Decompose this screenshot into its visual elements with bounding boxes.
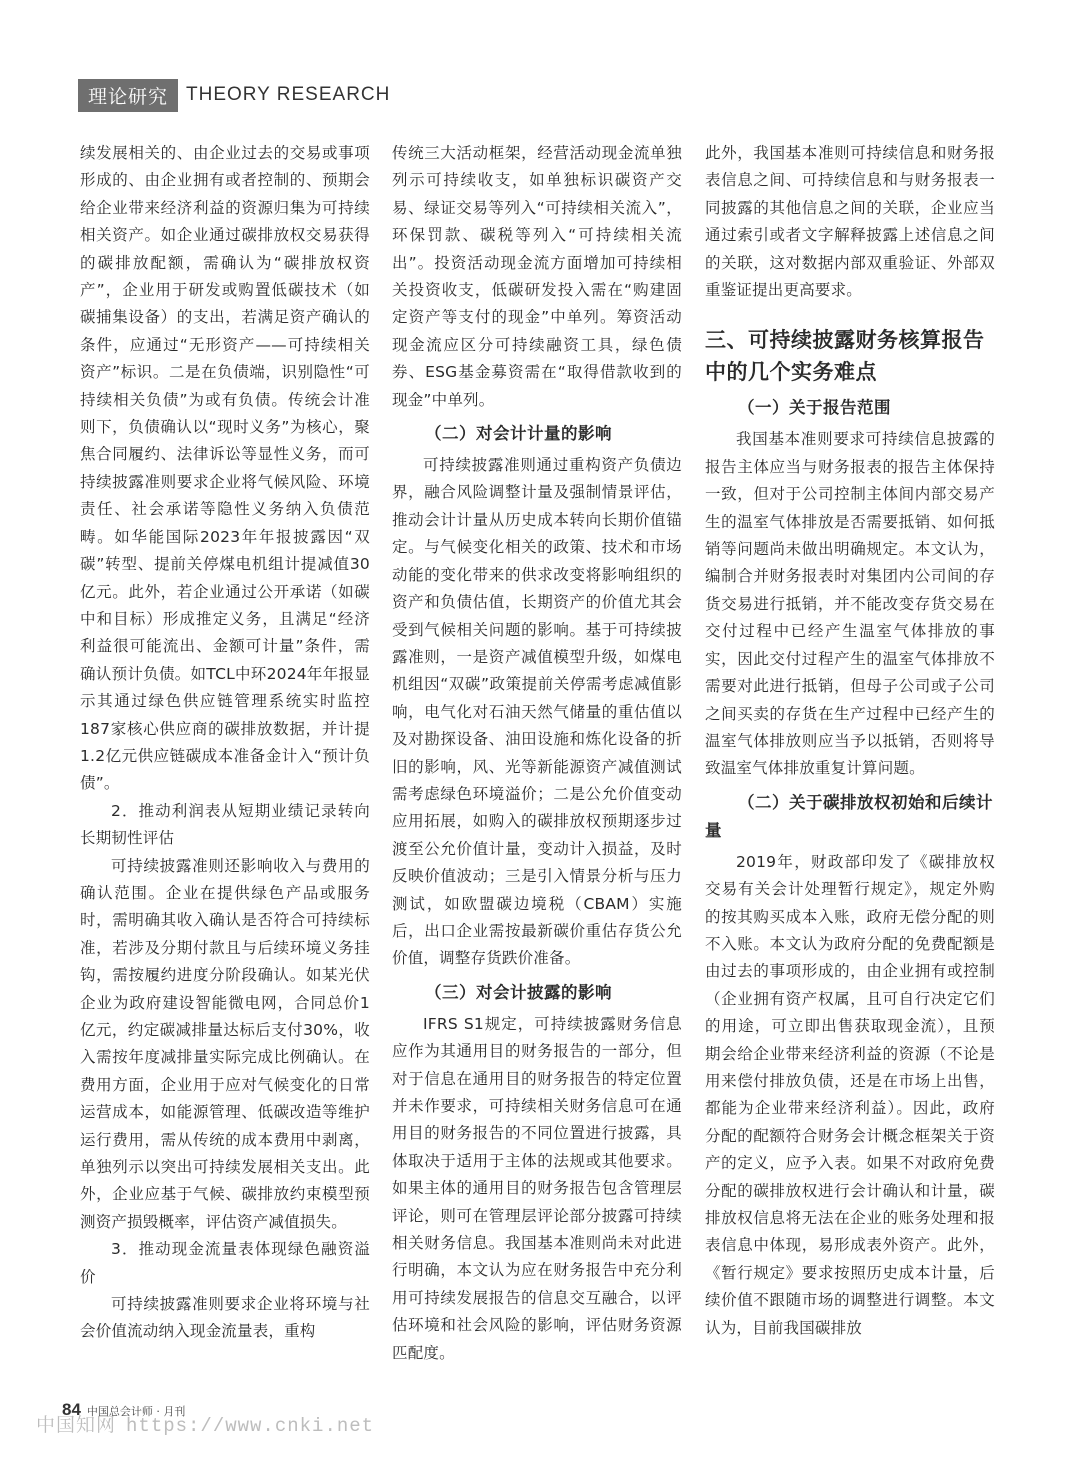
body-paragraph: 传统三大活动框架，经营活动现金流单独列示可持续收支，如单独标识碳资产交易、绿证交易等列入“可持续相关流入”，环保罚款、碳税等列入“可持续相关流出”。投资活动现金流方面增加可持续相关投资收支，低碳研发投入需在“购建固定资产等支付的现金”中单列。筹资活动现金流应区分可持续融资工具，绿色债券、ESG基金募资需在“取得借款收到的现金”中单列。 (392, 144, 682, 409)
subsection-heading: （二）对会计计量的影响 (425, 424, 612, 444)
body-paragraph: 续发展相关的、由企业过去的交易或事项形成的、由企业拥有或者控制的、预期会给企业带来经济利益的资源归集为可持续相关资产。如企业通过碳排放权交易获得的碳排放配额，需确认为“碳排放权资产”，企业用于研发或购置低碳技术（如碳捕集设备）的支出，若满足资产确认的条件，应通过“无形资产——可持续相关资产”标识。二是在负债端，识别隐性“可持续相关负债”为或有负债。传统会计准则下，负债确认以“现时义务”为核心，聚焦合同履约、法律诉讼等显性义务，而可持续披露准则要求企业将气候风险、环境责任、社会承诺等隐性义务纳入负债范畴。如华能国际2023年年报披露因“双碳”转型、提前关停煤电机组计提减值30亿元。此外，若企业通过公开承诺（如碳中和目标）形成推定义务，且满足“经济利益很可能流出、金额可计量”条件，需确认预计负债。如TCL中环2024年年报显示其通过绿色供应链管理系统实时监控187家核心供应商的碳排放数据，并计提1.2亿元供应链碳成本准备金计入“预计负债”。 (80, 144, 370, 793)
body-paragraph: 此外，我国基本准则可持续信息和财务报表信息之间、可持续信息和与财务报表一同披露的其他信息之间的关联，企业应当通过索引或者文字解释披露上述信息之间的关联，这对数据内部双重验证、外部双重鉴证提出更高要求。 (705, 144, 995, 300)
watermark-text: 中国知网 (36, 1414, 117, 1436)
subsection-heading: （二）关于碳排放权初始和后续计量 (705, 792, 993, 840)
section-tag-cn: 理论研究 (78, 79, 178, 112)
section-tag-en: THEORY RESEARCH (186, 84, 391, 105)
text-column-3 (705, 140, 995, 1370)
text-column-1 (80, 140, 370, 1370)
body-paragraph: 2019年，财政部印发了《碳排放权交易有关会计处理暂行规定》，规定外购的按其购买成本入账，政府无偿分配的则不入账。本文认为政府分配的免费配额是由过去的事项形成的，由企业拥有或控制（企业拥有资产权属，且可自行决定它们的用途，可立即出售获取现金流），且预期会给企业带来经济利益的资源（不论是用来偿付排放负债，还是在市场上出售，都能为企业带来经济利益）。因此，政府分配的配额符合财务会计概念框架关于资产的定义，应予入表。如果不对政府免费分配的碳排放权进行会计确认和计量，碳排放权信息将无法在企业的账务处理和报表信息中体现，易形成表外资产。此外，《暂行规定》要求按照历史成本计量，后续价值不跟随市场的调整进行调整。本文认为，目前我国碳排放 (705, 852, 995, 1337)
body-paragraph: 3．推动现金流量表体现绿色融资溢价 (80, 1240, 370, 1286)
section-heading: 三、可持续披露财务核算报告中的几个实务难点 (705, 328, 985, 385)
section-header (78, 80, 390, 110)
subsection-heading: （一）关于报告范围 (738, 398, 891, 418)
body-paragraph: 可持续披露准则要求企业将环境与社会价值流动纳入现金流量表，重构 (80, 1295, 370, 1341)
journal-name: 中国总会计师 · 月刊 (86, 1405, 186, 1418)
body-paragraph: 2．推动利润表从短期业绩记录转向长期韧性评估 (80, 801, 370, 848)
page-number: 84 (62, 1400, 81, 1419)
watermark-url: https://www.cnki.net (126, 1415, 375, 1437)
subsection-heading: （三）对会计披露的影响 (425, 982, 612, 1002)
body-paragraph: 我国基本准则要求可持续信息披露的报告主体应当与财务报表的报告主体保持一致，但对于公司控制主体间内部交易产生的温室气体排放是否需要抵销、如何抵销等问题尚未做出明确规定。本文认为，编制合并财务报表时对集团内公司间的存货交易进行抵销，并不能改变存货交易在交付过程中已经产生温室气体排放的事实，因此交付过程产生的温室气体排放不需要对此进行抵销，但母子公司或子公司之间买卖的存货在生产过程中已经产生的温室气体排放则应当予以抵销，否则将导致温室气体排放重复计算问题。 (705, 430, 995, 778)
body-paragraph: 可持续披露准则还影响收入与费用的确认范围。企业在提供绿色产品或服务时，需明确其收入确认是否符合可持续标准，若涉及分期付款且与后续环境义务挂钩，需按履约进度分阶段确认。如某光伏企业为政府建设智能微电网，合同总价1亿元，约定碳减排量达标后支付30%，收入需按年度减排量实际完成比例确认。在费用方面，企业用于应对气候变化的日常运营成本，如能源管理、低碳改造等维护运行费用，需从传统的成本费用中剥离，单独列示以突出可持续发展相关支出。此外，企业应基于气候、碳排放约束模型预测资产损毁概率，评估资产减值损失。 (80, 856, 370, 1231)
cnki-watermark (36, 1410, 374, 1437)
body-paragraph: 可持续披露准则通过重构资产负债边界，融合风险调整计量及强制情景评估，推动会计计量从历史成本转向长期价值锚定。与气候变化相关的政策、技术和市场动能的变化带来的供求改变将影响组织的资产和负债估值，长期资产的价值尤其会受到气候相关问题的影响。基于可持续披露准则，一是资产减值模型升级，如煤电机组因“双碳”政策提前关停需考虑减值影响，电气化对石油天然气储量的重估值以及对勘探设备、油田设施和炼化设备的折旧的影响，风、光等新能源资产减值测试需考虑绿色环境溢价；二是公允价值变动应用拓展，如购入的碳排放权预期逐步过渡至公允价值计量，变动计入损益，及时反映价值波动；三是引入情景分析与压力测试，如欧盟碳边境税（CBAM）实施后，出口企业需按最新碳价重估存货公允价值，调整存货跌价准备。 (392, 456, 682, 968)
text-column-2 (392, 140, 682, 1370)
body-paragraph: IFRS S1规定，可持续披露财务信息应作为其通用目的财务报告的一部分，但对于信息在通用目的财务报告的特定位置并未作要求，可持续相关财务信息可在通用目的财务报告的不同位置进行披露，具体取决于适用于主体的法规或其他要求。如果主体的通用目的财务报告包含管理层评论，则可在管理层评论部分披露可持续相关财务信息。我国基本准则尚未对此进行明确，本文认为应在财务报告中充分利用可持续发展报告的信息交互融合，以评估环境和社会风险的影响，评估财务资源匹配度。 (392, 1014, 682, 1362)
